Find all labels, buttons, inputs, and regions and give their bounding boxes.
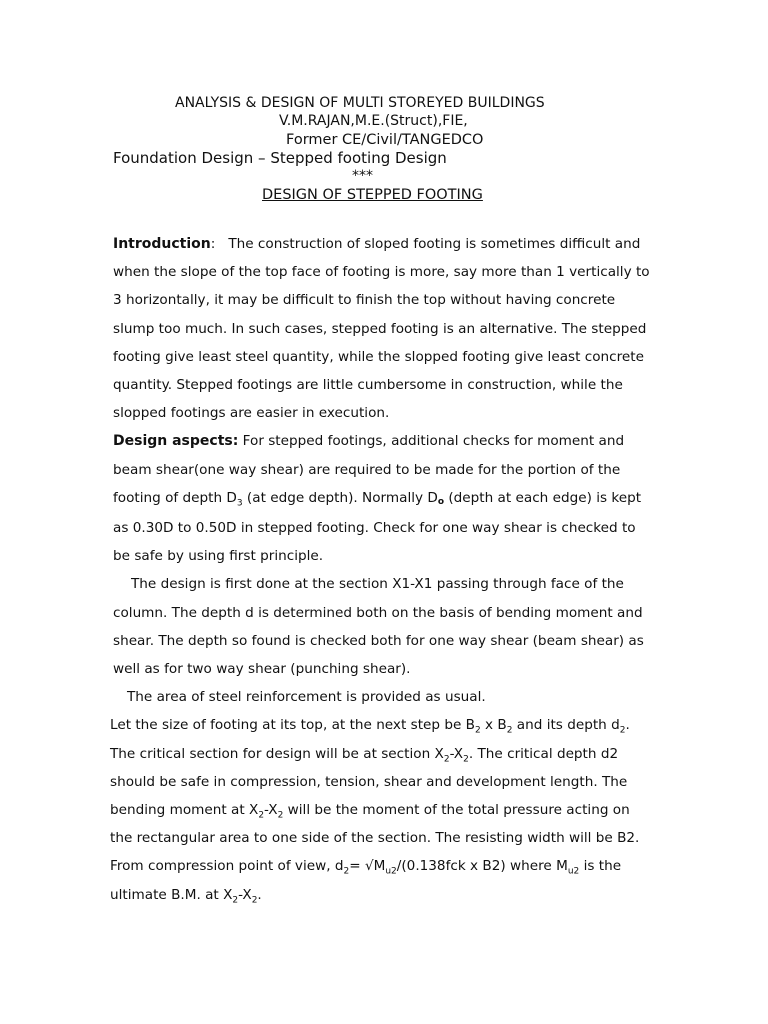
p5-s12: 2 xyxy=(251,895,258,906)
p5-t3: and its depth d xyxy=(512,717,620,734)
p5-t13: . xyxy=(257,886,262,903)
stepped-section-paragraph xyxy=(110,711,653,908)
p5-t11: is the ultimate B.M. at X xyxy=(110,858,622,903)
design-aspects-label: Design aspects: xyxy=(113,433,239,450)
doc-title: ANALYSIS & DESIGN OF MULTI STOREYED BUILDINGS xyxy=(175,95,545,111)
p5-s2: 2 xyxy=(506,726,513,737)
design-aspects-text-c: (depth at each edge) is kept as 0.30D to 0.50D in stepped footing. Check for one way shear is checked to be safe by using first principle. xyxy=(113,489,642,565)
design-procedure-paragraph: The design is first done at the section X1-X1 passing through face of the column. The depth d is determined both on the basis of bending moment and shear. The depth so found is checked both for one way shear (beam shear) as well as for two way shear (punching shear). xyxy=(113,576,644,678)
design-aspects-paragraph xyxy=(113,427,653,570)
p5-s1: 2 xyxy=(475,726,481,737)
design-aspects-text-b: (at edge depth). Normally D xyxy=(242,489,438,506)
intro-text: The construction of sloped footing is sometimes difficult and when the slope of the top face of footing is more, say more than 1 vertically to 3 horizontally, it may be difficult to finish the top without having concrete slump too much. In such cases, stepped footing is an alternative. The stepped footing give least steel quantity, while the slopped footing give least concrete quantity. Stepped footings are little cumbersome in construction, while the slopped footings are easier in execution. xyxy=(113,236,650,422)
chapter-heading: DESIGN OF STEPPED FOOTING xyxy=(262,187,483,203)
separator-stars: *** xyxy=(352,168,373,184)
p5-s10: u2 xyxy=(567,867,580,878)
p5-s6: 2 xyxy=(258,810,265,821)
steel-area-paragraph: The area of steel reinforcement is provided as usual. xyxy=(127,689,486,706)
subscript-3: 3 xyxy=(236,498,243,509)
p5-t1: Let the size of footing at its top, at the next step be B xyxy=(110,717,475,734)
body-text xyxy=(110,230,653,909)
p5-s9: u2 xyxy=(385,867,397,878)
author-name: V.M.RAJAN,M.E.(Struct),FIE, xyxy=(279,113,468,129)
p5-t4: . The critical section for design will be at section X xyxy=(110,717,630,762)
p5-t9: = √M xyxy=(349,858,386,875)
p5-t2: x B xyxy=(480,717,507,734)
p5-s7: 2 xyxy=(277,810,284,821)
intro-label: Introduction xyxy=(113,236,211,252)
intro-paragraph xyxy=(113,230,653,427)
p5-t6: . The critical depth d2 should be safe in compression, tension, shear and development length. The bending moment at X xyxy=(110,745,628,819)
p5-t7: -X xyxy=(264,802,278,819)
p5-s11: 2 xyxy=(232,895,239,906)
p5-s3: 2 xyxy=(619,726,626,737)
p5-t8: will be the moment of the total pressure acting on the rectangular area to one side of the section. The resisting width will be B2. From compression point of view, d xyxy=(110,802,640,875)
p5-s4: 2 xyxy=(443,754,450,765)
intro-colon: : xyxy=(210,236,229,252)
author-designation: Former CE/Civil/TANGEDCO xyxy=(286,132,484,148)
p5-s8: 2 xyxy=(343,867,350,878)
p5-t5: -X xyxy=(449,745,464,762)
design-aspects-text-a: For stepped footings, additional checks for moment and beam shear(one way shear) are required to be made for the portion of the footing of depth D xyxy=(113,433,625,506)
p5-s5: 2 xyxy=(463,754,469,765)
p5-t10: /(0.138fck x B2) where M xyxy=(396,858,568,875)
section-title: Foundation Design – Stepped footing Design xyxy=(113,149,447,167)
subscript-o: o xyxy=(437,496,445,507)
p5-t12: -X xyxy=(238,886,252,903)
